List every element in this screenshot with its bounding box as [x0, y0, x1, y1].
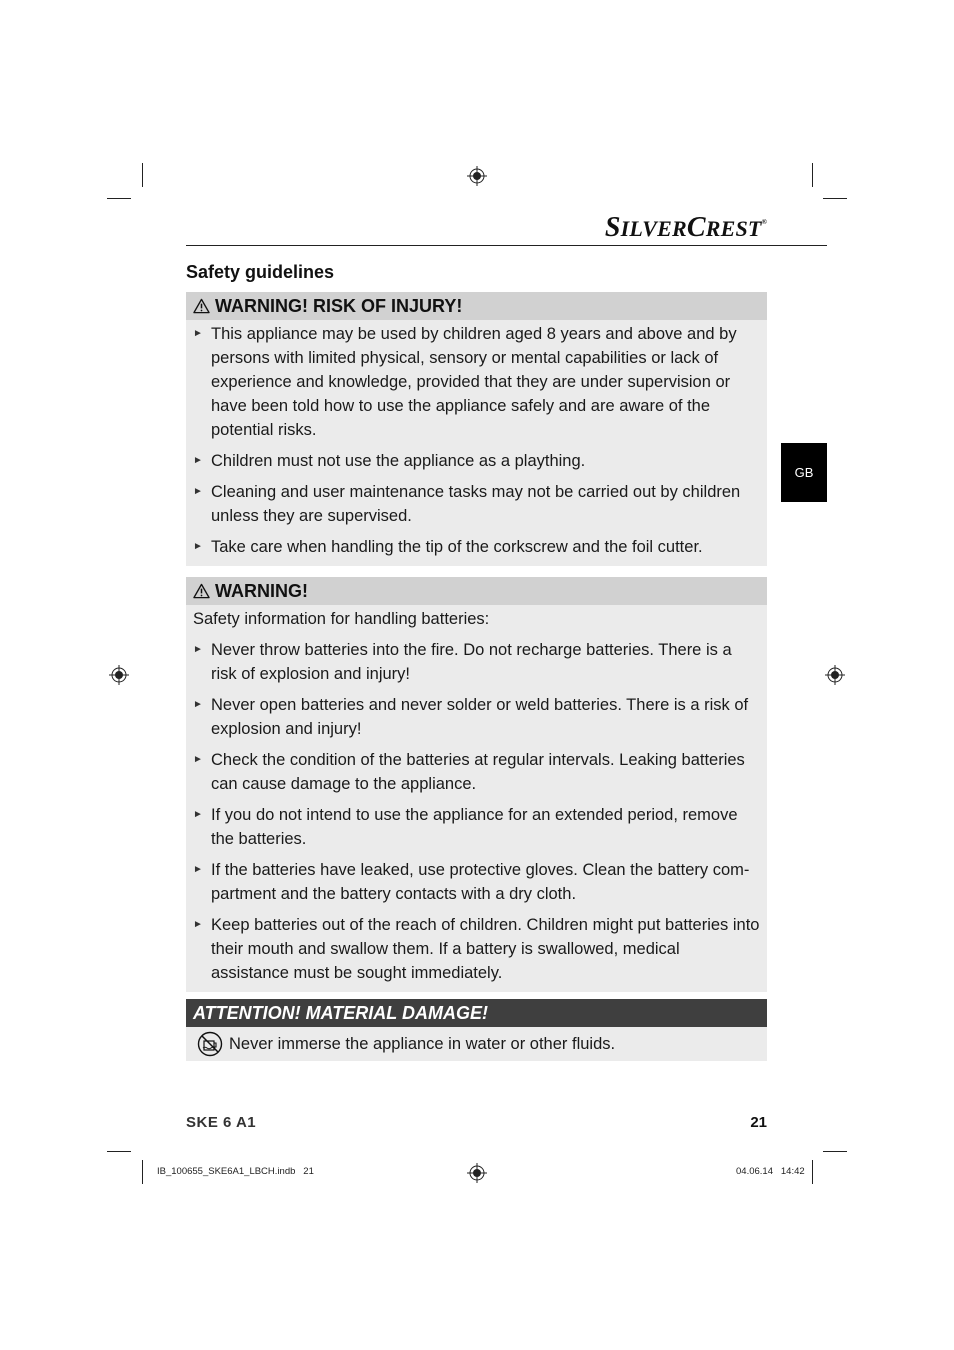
attention-heading: ATTENTION! MATERIAL DAMAGE! [186, 999, 767, 1027]
crop-mark [812, 1160, 813, 1184]
no-immersion-icon [197, 1031, 223, 1057]
crop-mark [107, 198, 131, 199]
page-number: 21 [750, 1114, 767, 1131]
registration-mark-icon [467, 1163, 487, 1183]
registration-mark-icon [467, 166, 487, 186]
language-tab: GB [781, 443, 827, 502]
crop-mark [823, 1151, 847, 1152]
warning-injury-list [186, 320, 767, 559]
list-item: ► Never open batteries and never solder or weld batteries. There is a risk of explosion and injury! [193, 693, 760, 741]
list-item: ► Check the condition of the batteries at regular intervals. Leaking batteries can cause damage to the appliance. [193, 748, 760, 796]
crop-mark [823, 198, 847, 199]
crop-mark [142, 1160, 143, 1184]
footer-model: SKE 6 A1 [186, 1114, 257, 1131]
warning-batteries-heading: WARNING! [186, 577, 767, 605]
bullet-arrow-icon: ► [193, 864, 203, 875]
bullet-arrow-icon: ► [193, 328, 203, 339]
warning-batteries-box [186, 577, 767, 992]
section-title: Safety guidelines [186, 262, 335, 282]
warning-injury-box [186, 292, 767, 566]
brand-logo: SILVERCREST® [604, 212, 767, 243]
registration-mark-icon [825, 665, 845, 685]
list-item: ► This appliance may be used by children aged 8 years and above and by persons with limited physical, sensory or mental capabilities or lack of experience and knowledge, provided that they are under supervision or have been told how to use the appliance safely and are aware of the potential risks. [193, 322, 760, 442]
list-item: ► If you do not intend to use the appliance for an extended period, remove the batteries. [193, 803, 760, 851]
list-item: ► Never throw batteries into the fire. Do not recharge batteries. There is a risk of explosion and injury! [193, 638, 760, 686]
warning-batteries-intro: Safety information for handling batteries: [193, 610, 490, 628]
list-item: ► If the batteries have leaked, use protective gloves. Clean the battery com-partment and the battery contacts with a dry cloth. [193, 858, 760, 906]
crop-mark [107, 1151, 131, 1152]
attention-row: Never immerse the appliance in water or other fluids. [186, 1027, 767, 1063]
bullet-arrow-icon: ► [193, 486, 203, 497]
bullet-arrow-icon: ► [193, 809, 203, 820]
list-item: ► Keep batteries out of the reach of children. Children might put batteries into their mouth and swallow them. If a battery is swallowed, medical assistance must be sought immediately. [193, 913, 760, 985]
crop-mark [142, 163, 143, 187]
bullet-arrow-icon: ► [193, 699, 203, 710]
header-rule [186, 245, 827, 246]
bullet-arrow-icon: ► [193, 541, 203, 552]
warning-triangle-icon [193, 298, 210, 314]
bullet-arrow-icon: ► [193, 919, 203, 930]
list-item: ► Children must not use the appliance as a plaything. [193, 449, 760, 473]
registration-mark-icon [109, 665, 129, 685]
warning-injury-heading: WARNING! RISK OF INJURY! [186, 292, 767, 320]
warning-batteries-list [186, 638, 767, 985]
attention-box [186, 999, 767, 1061]
print-slug-file: IB_100655_SKE6A1_LBCH.indb 21 [157, 1166, 314, 1177]
warning-triangle-icon [193, 583, 210, 599]
bullet-arrow-icon: ► [193, 644, 203, 655]
bullet-arrow-icon: ► [193, 455, 203, 466]
list-item: ► Take care when handling the tip of the corkscrew and the foil cutter. [193, 535, 760, 559]
list-item: ► Cleaning and user maintenance tasks may not be carried out by children unless they are supervised. [193, 480, 760, 528]
bullet-arrow-icon: ► [193, 754, 203, 765]
print-slug-date: 04.06.14 14:42 [736, 1166, 805, 1177]
crop-mark [812, 163, 813, 187]
